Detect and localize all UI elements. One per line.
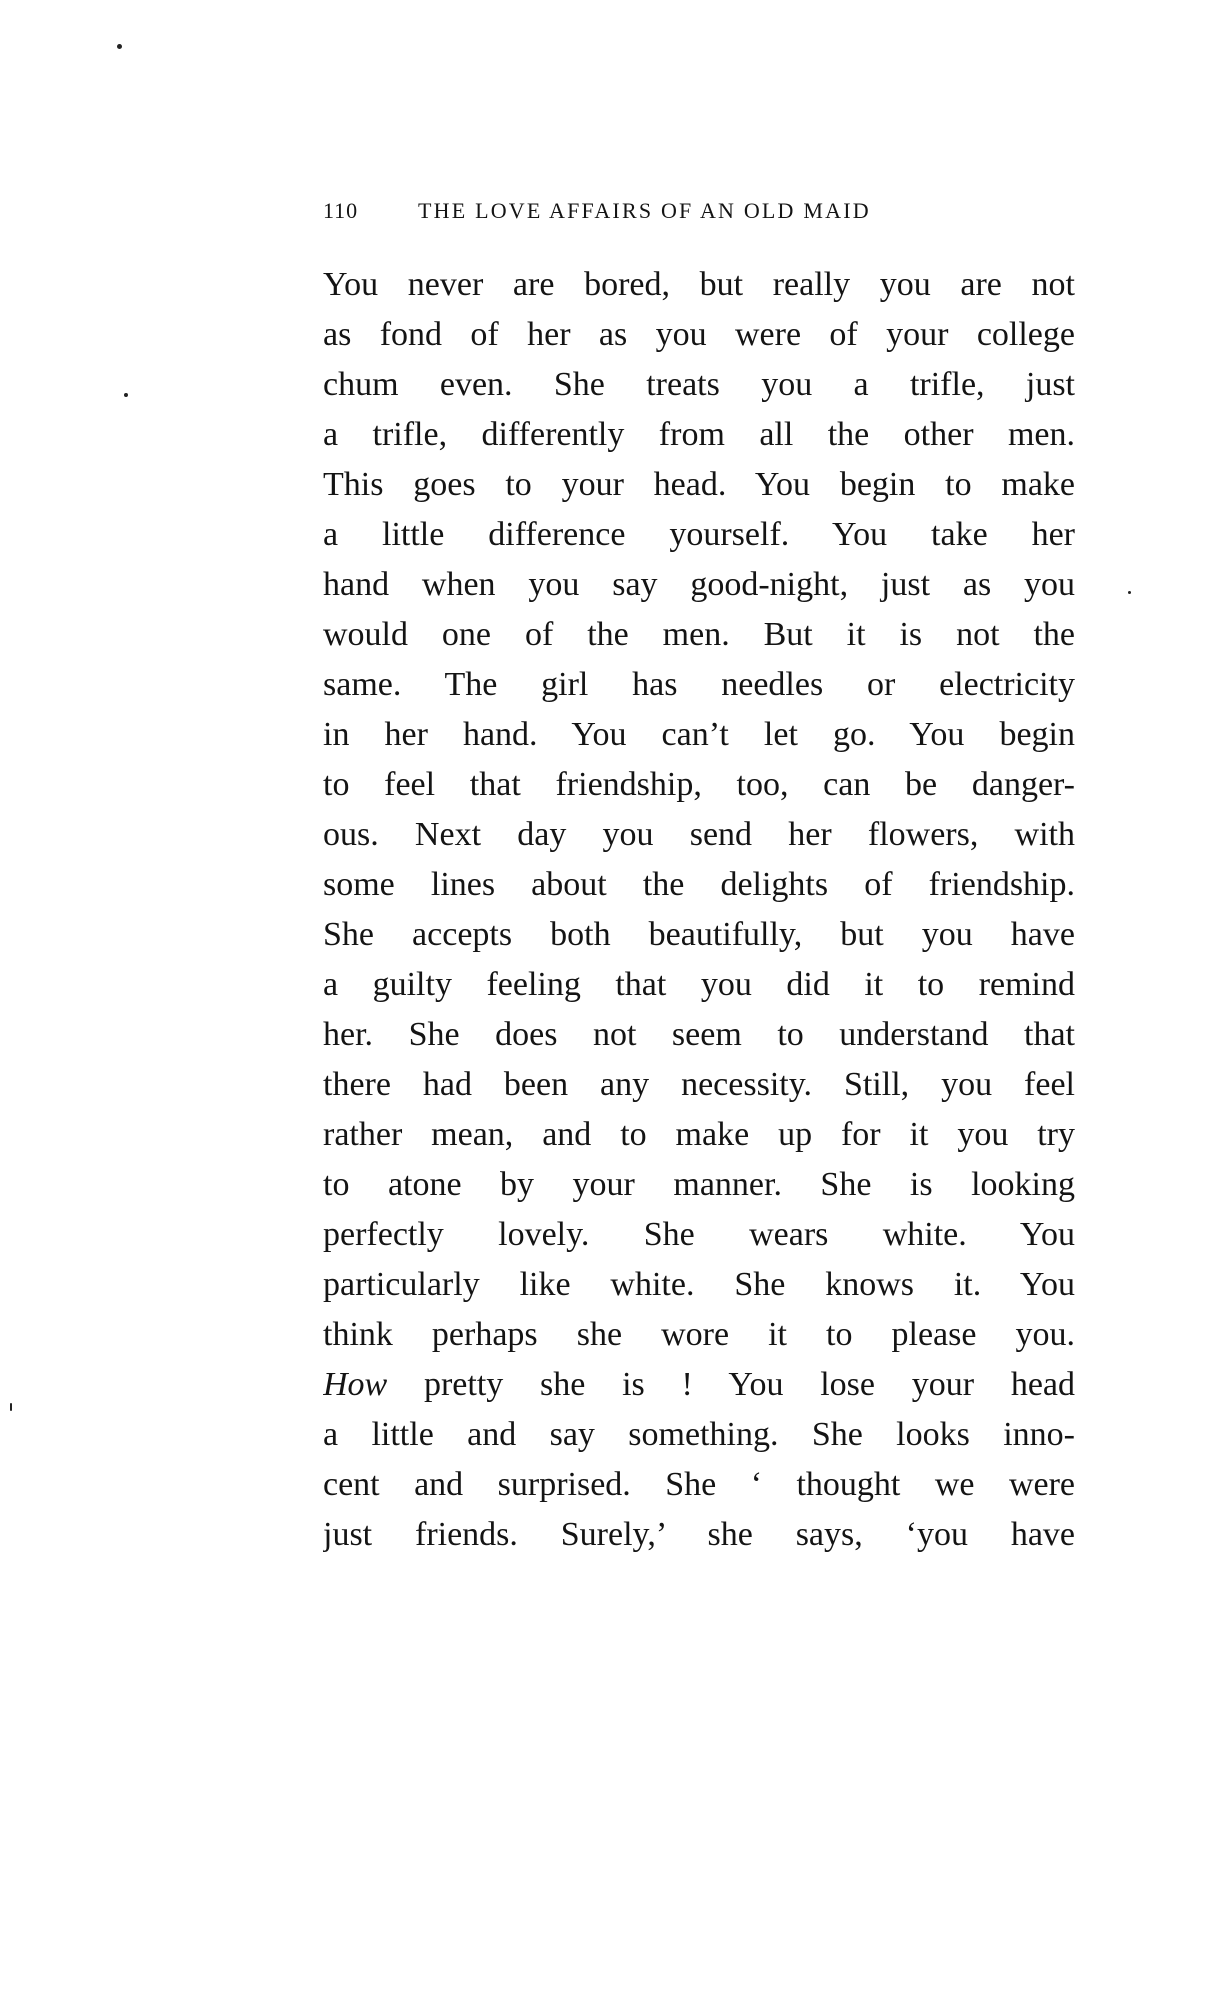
scan-speck <box>124 393 128 397</box>
text-line: She accepts both beautifully, but you have <box>323 916 1075 953</box>
text-line: as fond of her as you were of your college <box>323 316 1075 353</box>
text-line-remainder: pretty she is ! You lose your head <box>423 1366 1075 1403</box>
text-line: her. She does not seem to understand that <box>323 1016 1075 1053</box>
text-line: You never are bored, but really you are not <box>323 266 1075 303</box>
text-line: This goes to your head. You begin to make <box>323 466 1075 503</box>
text-line: would one of the men. But it is not the <box>323 616 1075 653</box>
running-title: THE LOVE AFFAIRS OF AN OLD MAID <box>418 198 871 223</box>
text-line: rather mean, and to make up for it you try <box>323 1116 1075 1153</box>
text-line: just friends. Surely,’ she says, ‘you have <box>323 1516 1075 1553</box>
text-line: cent and surprised. She ‘ thought we were <box>323 1466 1075 1503</box>
running-head <box>323 196 1083 226</box>
italic-emphasis: How <box>323 1366 388 1403</box>
text-line: particularly like white. She knows it. You <box>323 1266 1075 1303</box>
text-line-with-italic <box>323 1360 1075 1410</box>
page-number: 110 <box>323 198 359 223</box>
text-line: chum even. She treats you a trifle, just <box>323 366 1075 403</box>
text-line: same. The girl has needles or electricity <box>323 666 1075 703</box>
text-line: there had been any necessity. Still, you feel <box>323 1066 1075 1103</box>
body-text <box>323 260 1075 1560</box>
text-line: a little and say something. She looks inno- <box>323 1416 1075 1453</box>
scan-speck <box>117 44 122 49</box>
text-line: in her hand. You can’t let go. You begin <box>323 716 1075 753</box>
text-line: a trifle, differently from all the other men. <box>323 416 1075 453</box>
text-line: think perhaps she wore it to please you. <box>323 1316 1075 1353</box>
text-line: hand when you say good-night, just as you <box>323 566 1075 603</box>
text-line: ous. Next day you send her flowers, with <box>323 816 1075 853</box>
text-line: a little difference yourself. You take her <box>323 516 1075 553</box>
text-line: perfectly lovely. She wears white. You <box>323 1216 1075 1253</box>
text-line: a guilty feeling that you did it to remind <box>323 966 1075 1003</box>
scan-speck <box>10 1403 12 1411</box>
text-line: to feel that friendship, too, can be danger- <box>323 766 1075 803</box>
text-line: some lines about the delights of friendship. <box>323 866 1075 903</box>
scan-speck <box>1128 591 1131 594</box>
text-line: to atone by your manner. She is looking <box>323 1166 1075 1203</box>
